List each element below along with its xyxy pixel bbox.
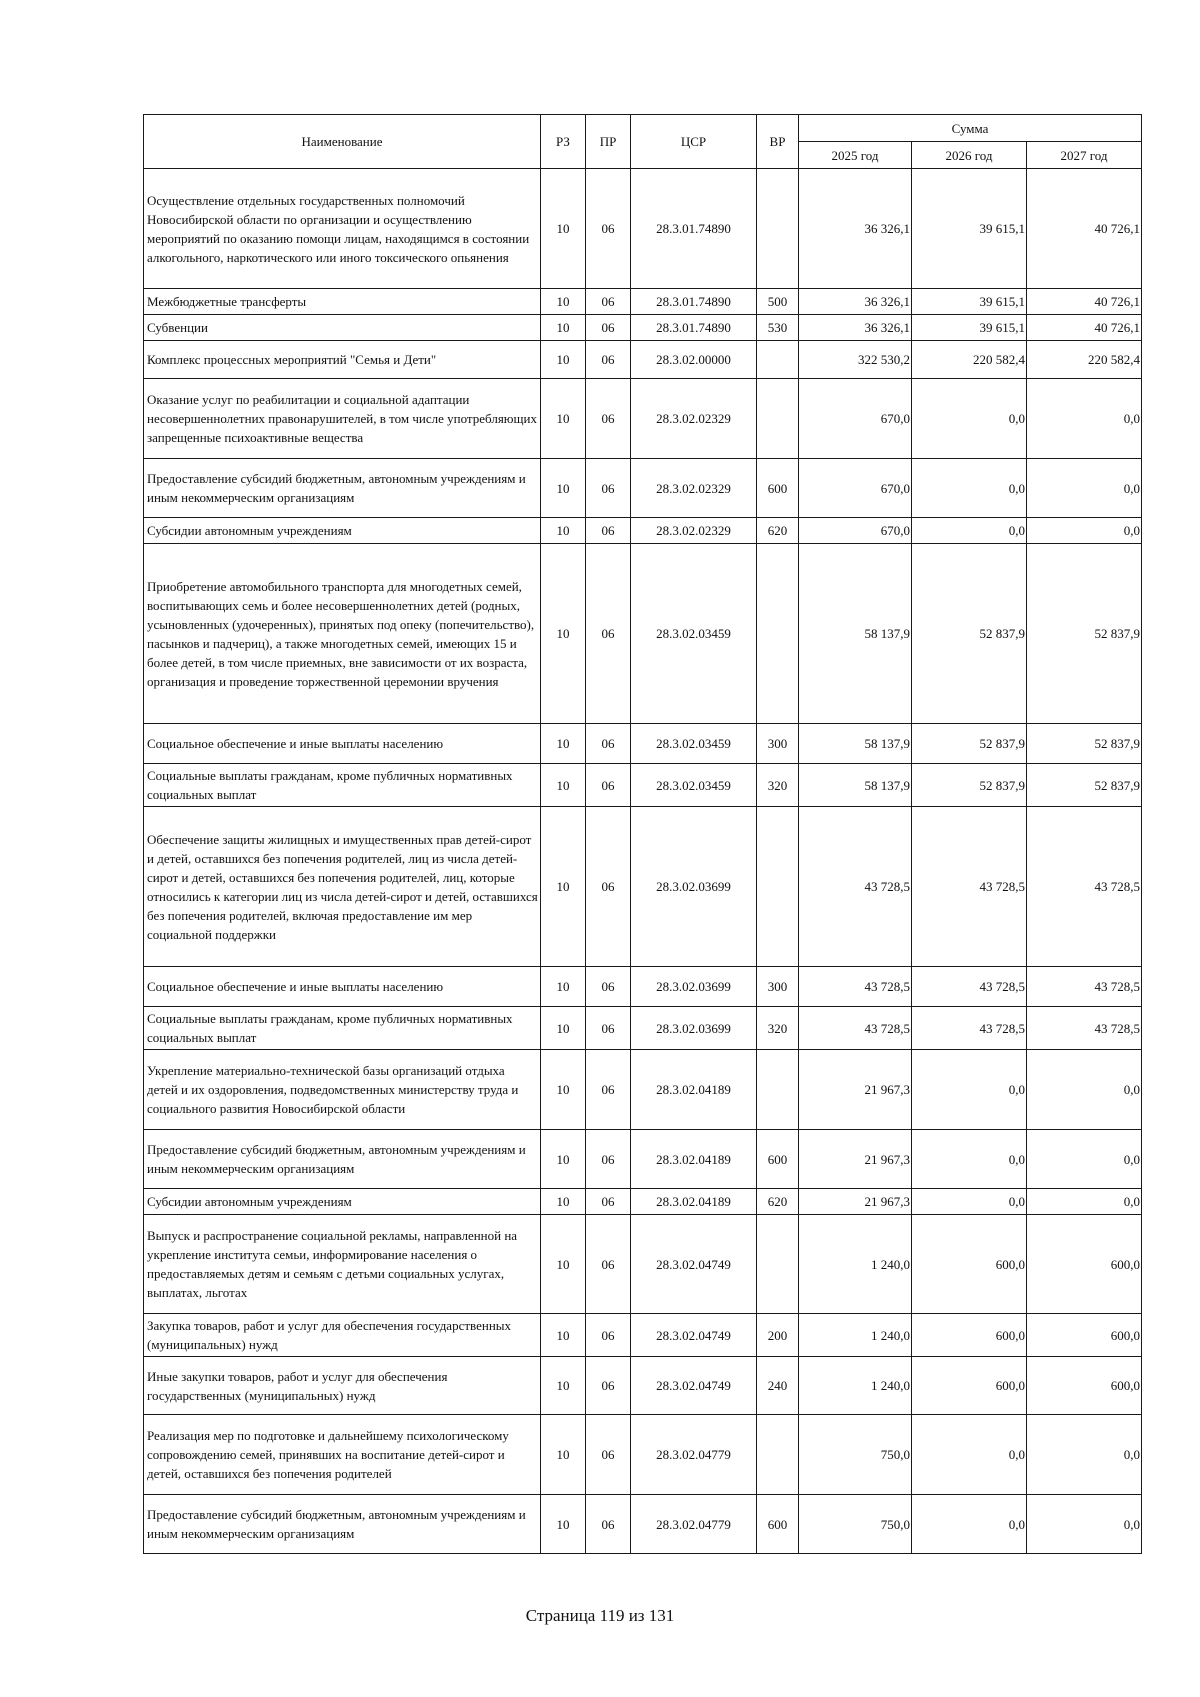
cell-csr: 28.3.02.03459 [631, 724, 757, 764]
cell-y2026: 39 615,1 [912, 169, 1027, 289]
cell-y2026: 52 837,9 [912, 724, 1027, 764]
cell-name: Выпуск и распространение социальной рекламы, направленной на укрепление института семьи, информирование населения о предоставляемых детям и семьям с детьми социальных услугах, выплатах, льготах [144, 1215, 541, 1314]
cell-y2026: 39 615,1 [912, 315, 1027, 341]
cell-csr: 28.3.02.02329 [631, 518, 757, 544]
cell-csr: 28.3.02.02329 [631, 459, 757, 518]
header-pr: ПР [586, 115, 631, 169]
cell-y2025: 670,0 [799, 459, 912, 518]
page-number: Страница 119 из 131 [525, 1606, 675, 1625]
cell-y2027: 0,0 [1027, 1189, 1142, 1215]
budget-table [143, 114, 1142, 1554]
cell-name: Предоставление субсидий бюджетным, автономным учреждениям и иным некоммерческим организациям [144, 459, 541, 518]
cell-rz: 10 [541, 1050, 586, 1130]
table-row [144, 1189, 1142, 1215]
cell-vr [757, 379, 799, 459]
cell-name: Социальные выплаты гражданам, кроме публичных нормативных социальных выплат [144, 1007, 541, 1050]
cell-csr: 28.3.02.03699 [631, 967, 757, 1007]
cell-pr: 06 [586, 518, 631, 544]
header-name: Наименование [144, 115, 541, 169]
cell-y2026: 600,0 [912, 1357, 1027, 1415]
cell-y2026: 0,0 [912, 379, 1027, 459]
cell-y2026: 0,0 [912, 1130, 1027, 1189]
table-row [144, 1050, 1142, 1130]
table-row [144, 807, 1142, 967]
cell-vr: 320 [757, 764, 799, 807]
cell-rz: 10 [541, 807, 586, 967]
cell-rz: 10 [541, 379, 586, 459]
cell-name: Реализация мер по подготовке и дальнейшему психологическому сопровождению семей, принявших на воспитание детей-сирот и детей, оставшихся без попечения родителей [144, 1415, 541, 1495]
cell-rz: 10 [541, 1357, 586, 1415]
cell-rz: 10 [541, 289, 586, 315]
cell-pr: 06 [586, 967, 631, 1007]
cell-csr: 28.3.02.03459 [631, 764, 757, 807]
header-sum: Сумма [799, 115, 1142, 142]
cell-y2027: 600,0 [1027, 1215, 1142, 1314]
cell-rz: 10 [541, 1415, 586, 1495]
cell-name: Субсидии автономным учреждениям [144, 518, 541, 544]
cell-vr: 200 [757, 1314, 799, 1357]
cell-y2025: 36 326,1 [799, 315, 912, 341]
table-body [144, 169, 1142, 1554]
cell-csr: 28.3.01.74890 [631, 289, 757, 315]
cell-name: Предоставление субсидий бюджетным, автономным учреждениям и иным некоммерческим организациям [144, 1495, 541, 1554]
cell-y2025: 670,0 [799, 379, 912, 459]
cell-rz: 10 [541, 1189, 586, 1215]
cell-name: Предоставление субсидий бюджетным, автономным учреждениям и иным некоммерческим организациям [144, 1130, 541, 1189]
cell-y2027: 0,0 [1027, 379, 1142, 459]
cell-name: Межбюджетные трансферты [144, 289, 541, 315]
cell-pr: 06 [586, 169, 631, 289]
cell-rz: 10 [541, 341, 586, 379]
cell-csr: 28.3.02.04779 [631, 1415, 757, 1495]
cell-y2026: 0,0 [912, 1415, 1027, 1495]
cell-vr: 600 [757, 1130, 799, 1189]
cell-name: Укрепление материально-технической базы организаций отдыха детей и их оздоровления, подведомственных министерству труда и социального развития Новосибирской области [144, 1050, 541, 1130]
cell-name: Закупка товаров, работ и услуг для обеспечения государственных (муниципальных) нужд [144, 1314, 541, 1357]
cell-rz: 10 [541, 1007, 586, 1050]
cell-csr: 28.3.02.04189 [631, 1189, 757, 1215]
table-row [144, 341, 1142, 379]
cell-y2026: 0,0 [912, 518, 1027, 544]
cell-pr: 06 [586, 1314, 631, 1357]
table-row [144, 518, 1142, 544]
cell-pr: 06 [586, 1050, 631, 1130]
cell-vr: 500 [757, 289, 799, 315]
header-year-2025: 2025 год [799, 142, 912, 169]
cell-pr: 06 [586, 1189, 631, 1215]
cell-vr: 300 [757, 967, 799, 1007]
cell-pr: 06 [586, 459, 631, 518]
cell-name: Субсидии автономным учреждениям [144, 1189, 541, 1215]
cell-y2025: 58 137,9 [799, 544, 912, 724]
cell-y2027: 220 582,4 [1027, 341, 1142, 379]
cell-rz: 10 [541, 544, 586, 724]
cell-y2025: 1 240,0 [799, 1314, 912, 1357]
cell-y2025: 750,0 [799, 1495, 912, 1554]
cell-y2026: 52 837,9 [912, 544, 1027, 724]
table-row [144, 967, 1142, 1007]
cell-y2025: 1 240,0 [799, 1215, 912, 1314]
cell-name: Субвенции [144, 315, 541, 341]
cell-y2025: 21 967,3 [799, 1130, 912, 1189]
cell-y2027: 43 728,5 [1027, 807, 1142, 967]
cell-y2025: 43 728,5 [799, 967, 912, 1007]
table-row [144, 1495, 1142, 1554]
cell-y2026: 0,0 [912, 1495, 1027, 1554]
cell-vr: 320 [757, 1007, 799, 1050]
cell-y2027: 40 726,1 [1027, 169, 1142, 289]
cell-pr: 06 [586, 1357, 631, 1415]
cell-pr: 06 [586, 341, 631, 379]
cell-rz: 10 [541, 967, 586, 1007]
cell-y2027: 52 837,9 [1027, 544, 1142, 724]
cell-csr: 28.3.02.03459 [631, 544, 757, 724]
table-row [144, 764, 1142, 807]
cell-y2027: 40 726,1 [1027, 289, 1142, 315]
cell-y2027: 0,0 [1027, 1130, 1142, 1189]
cell-vr [757, 1215, 799, 1314]
cell-y2026: 43 728,5 [912, 807, 1027, 967]
cell-y2027: 0,0 [1027, 1495, 1142, 1554]
table-row [144, 1215, 1142, 1314]
cell-pr: 06 [586, 544, 631, 724]
cell-csr: 28.3.02.04749 [631, 1215, 757, 1314]
cell-vr: 600 [757, 1495, 799, 1554]
cell-y2026: 600,0 [912, 1314, 1027, 1357]
cell-rz: 10 [541, 1495, 586, 1554]
cell-y2027: 0,0 [1027, 1050, 1142, 1130]
table-row [144, 1007, 1142, 1050]
cell-y2025: 36 326,1 [799, 289, 912, 315]
cell-csr: 28.3.02.04749 [631, 1357, 757, 1415]
cell-rz: 10 [541, 315, 586, 341]
cell-vr [757, 544, 799, 724]
cell-csr: 28.3.02.03699 [631, 807, 757, 967]
cell-csr: 28.3.02.04779 [631, 1495, 757, 1554]
table-row [144, 315, 1142, 341]
cell-y2025: 58 137,9 [799, 764, 912, 807]
cell-csr: 28.3.02.04749 [631, 1314, 757, 1357]
cell-pr: 06 [586, 1130, 631, 1189]
cell-y2025: 750,0 [799, 1415, 912, 1495]
cell-y2025: 58 137,9 [799, 724, 912, 764]
cell-pr: 06 [586, 724, 631, 764]
cell-y2026: 52 837,9 [912, 764, 1027, 807]
cell-rz: 10 [541, 1314, 586, 1357]
cell-csr: 28.3.02.03699 [631, 1007, 757, 1050]
cell-pr: 06 [586, 379, 631, 459]
cell-y2027: 40 726,1 [1027, 315, 1142, 341]
table-row [144, 1130, 1142, 1189]
table-row [144, 1415, 1142, 1495]
cell-vr: 300 [757, 724, 799, 764]
header-vr: ВР [757, 115, 799, 169]
header-rz: РЗ [541, 115, 586, 169]
table-row [144, 169, 1142, 289]
cell-rz: 10 [541, 764, 586, 807]
cell-name: Приобретение автомобильного транспорта для многодетных семей, воспитывающих семь и более несовершеннолетних детей (родных, усыновленных (удочеренных), принятых под опеку (попечительство), пасынков и падчериц), а также многодетных семей, имеющих 15 и более детей, в том числе приемных, вне зависимости от их возраста, организация и проведение торжественной церемонии вручения [144, 544, 541, 724]
cell-y2025: 43 728,5 [799, 1007, 912, 1050]
cell-vr: 620 [757, 1189, 799, 1215]
cell-name: Оказание услуг по реабилитации и социальной адаптации несовершеннолетних правонарушителей, в том числе употребляющих запрещенные психоактивные вещества [144, 379, 541, 459]
cell-y2025: 21 967,3 [799, 1189, 912, 1215]
cell-pr: 06 [586, 315, 631, 341]
cell-vr: 240 [757, 1357, 799, 1415]
cell-vr [757, 169, 799, 289]
table-row [144, 724, 1142, 764]
cell-y2025: 322 530,2 [799, 341, 912, 379]
cell-csr: 28.3.01.74890 [631, 169, 757, 289]
cell-y2027: 43 728,5 [1027, 967, 1142, 1007]
cell-y2027: 0,0 [1027, 1415, 1142, 1495]
cell-y2026: 600,0 [912, 1215, 1027, 1314]
cell-y2026: 43 728,5 [912, 1007, 1027, 1050]
cell-y2027: 52 837,9 [1027, 724, 1142, 764]
cell-pr: 06 [586, 807, 631, 967]
cell-vr [757, 341, 799, 379]
cell-csr: 28.3.01.74890 [631, 315, 757, 341]
cell-rz: 10 [541, 1130, 586, 1189]
cell-pr: 06 [586, 764, 631, 807]
cell-name: Социальное обеспечение и иные выплаты населению [144, 724, 541, 764]
cell-csr: 28.3.02.02329 [631, 379, 757, 459]
header-csr: ЦСР [631, 115, 757, 169]
cell-rz: 10 [541, 518, 586, 544]
header-year-2026: 2026 год [912, 142, 1027, 169]
cell-name: Осуществление отдельных государственных полномочий Новосибирской области по организации и осуществлению мероприятий по оказанию помощи лицам, находящимся в состоянии алкогольного, наркотического или иного токсического опьянения [144, 169, 541, 289]
cell-y2026: 39 615,1 [912, 289, 1027, 315]
cell-y2025: 1 240,0 [799, 1357, 912, 1415]
cell-csr: 28.3.02.04189 [631, 1130, 757, 1189]
cell-y2025: 670,0 [799, 518, 912, 544]
cell-name: Социальное обеспечение и иные выплаты населению [144, 967, 541, 1007]
cell-y2027: 43 728,5 [1027, 1007, 1142, 1050]
cell-csr: 28.3.02.04189 [631, 1050, 757, 1130]
cell-name: Иные закупки товаров, работ и услуг для обеспечения государственных (муниципальных) нужд [144, 1357, 541, 1415]
header-year-2027: 2027 год [1027, 142, 1142, 169]
cell-y2027: 600,0 [1027, 1357, 1142, 1415]
cell-y2027: 600,0 [1027, 1314, 1142, 1357]
table-row [144, 459, 1142, 518]
cell-csr: 28.3.02.00000 [631, 341, 757, 379]
cell-y2025: 43 728,5 [799, 807, 912, 967]
cell-rz: 10 [541, 724, 586, 764]
table-row [144, 289, 1142, 315]
cell-y2026: 0,0 [912, 459, 1027, 518]
cell-y2027: 0,0 [1027, 518, 1142, 544]
cell-pr: 06 [586, 1215, 631, 1314]
cell-y2026: 43 728,5 [912, 967, 1027, 1007]
table-row [144, 1357, 1142, 1415]
cell-vr [757, 1050, 799, 1130]
cell-pr: 06 [586, 289, 631, 315]
cell-y2026: 0,0 [912, 1189, 1027, 1215]
table-row [144, 1314, 1142, 1357]
cell-name: Комплекс процессных мероприятий "Семья и Дети" [144, 341, 541, 379]
cell-pr: 06 [586, 1495, 631, 1554]
cell-vr: 620 [757, 518, 799, 544]
cell-rz: 10 [541, 1215, 586, 1314]
cell-rz: 10 [541, 169, 586, 289]
cell-vr: 530 [757, 315, 799, 341]
cell-name: Социальные выплаты гражданам, кроме публичных нормативных социальных выплат [144, 764, 541, 807]
cell-y2026: 0,0 [912, 1050, 1027, 1130]
cell-y2025: 36 326,1 [799, 169, 912, 289]
cell-y2026: 220 582,4 [912, 341, 1027, 379]
table-row [144, 544, 1142, 724]
cell-rz: 10 [541, 459, 586, 518]
cell-vr [757, 807, 799, 967]
cell-y2027: 52 837,9 [1027, 764, 1142, 807]
cell-pr: 06 [586, 1415, 631, 1495]
cell-pr: 06 [586, 1007, 631, 1050]
cell-vr [757, 1415, 799, 1495]
cell-name: Обеспечение защиты жилищных и имущественных прав детей-сирот и детей, оставшихся без попечения родителей, лиц из числа детей-сирот и детей, оставшихся без попечения родителей, лиц, которые относились к категории лиц из числа детей-сирот и детей, оставшихся без попечения родителей, включая предоставление им мер социальной поддержки [144, 807, 541, 967]
cell-y2027: 0,0 [1027, 459, 1142, 518]
cell-vr: 600 [757, 459, 799, 518]
table-row [144, 379, 1142, 459]
cell-y2025: 21 967,3 [799, 1050, 912, 1130]
